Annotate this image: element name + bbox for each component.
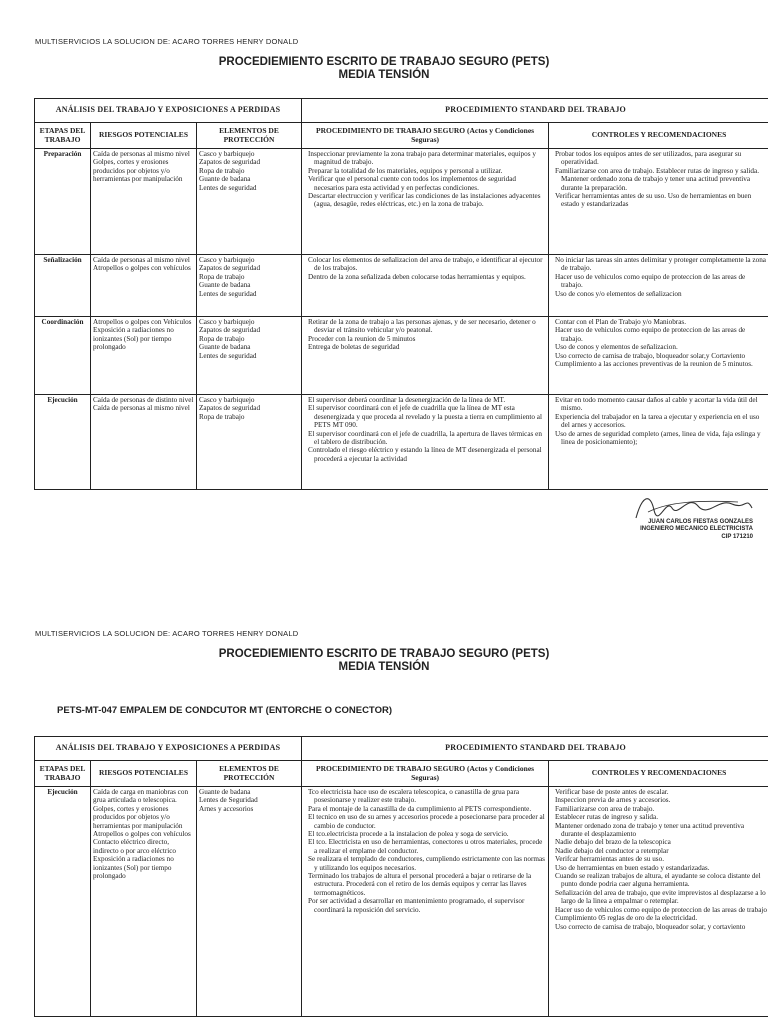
procedure-step: El tecnico en uso de su arnes y accesorios procede a posecionarse para proceder al cambio de conductor.: [308, 813, 545, 830]
risks-cell: [91, 317, 197, 395]
control-item: Uso de conos y elementos de señalizacion.: [555, 343, 678, 352]
signer-role: INGENIERO MECANICO ELECTRICISTA: [640, 526, 753, 533]
control-item: Uso correcto de camisa de trabajo, bloqueador solar,y Cortaviento: [555, 351, 746, 360]
ppe-item: Lentes de seguridad: [199, 289, 257, 298]
controls-cell: [549, 787, 768, 1017]
procedure-cell: [302, 255, 549, 317]
risk-item: Exposición a radiaciones no ionizantes (Sol) por tiempo prolongado: [93, 326, 174, 352]
procedure-step: Entrega de boletas de seguridad: [308, 343, 400, 352]
procedure-cell: [302, 149, 549, 255]
stage-cell: Preparación: [35, 149, 91, 255]
risk-item: Contacto eléctrico directo, indirecto o por arco eléctrico: [93, 838, 177, 855]
risks-cell: [91, 255, 197, 317]
procedure-step: Preparar la totalidad de los materiales, equipos y personal a utilizar.: [308, 166, 503, 175]
control-item: Familiarizarse con area de trabajo.: [555, 804, 655, 813]
controls-cell: [549, 255, 768, 317]
procedure-step: Colocar los elementos de señalizacion del area de trabajo, e identificar al ejecutor de los trabajos.: [308, 256, 543, 273]
ppe-item: Lentes de Seguridad: [199, 796, 258, 805]
control-item: Probar todos los equipos antes de ser utilizados, para asegurar su operatividad.: [555, 150, 742, 167]
col-controls-header: CONTROLES Y RECOMENDACIONES: [549, 123, 768, 149]
procedure-step: Descartar electruccion y verificar las condiciones de las instalaciones adyacentes (agua, desagüe, redes eléctricas, etc.) en la zona de trabajo.: [308, 192, 541, 209]
company-header: MULTISERVICIOS LA SOLUCION DE: ACARO TORRES HENRY DONALD: [35, 37, 299, 46]
stage-cell: Ejecución: [35, 395, 91, 490]
control-item: Uso de conos y/o elementos de señalizacion: [555, 289, 682, 298]
control-item: Familiarizarse con area de trabajo. Establecer rutas de ingreso y salida. Mantener ordenado zona de trabajo y tener una actitud preventiva durante la preparación.: [555, 166, 759, 192]
procedure-cell: [302, 787, 549, 1017]
procedure-cell: [302, 395, 549, 490]
pets-table-1: [34, 98, 768, 490]
risk-item: Exposición a radiaciones no ionizantes (Sol) por tiempo prolongado: [93, 855, 174, 881]
procedure-step: Se realizara el templado de conductores, cumpliendo estrictamente con las normas y utilizando los equipos necesarios.: [308, 855, 545, 872]
col-procedure-header: PROCEDIMIENTO DE TRABAJO SEGURO (Actos y Condiciones Seguras): [302, 761, 549, 787]
stage-cell: Señalización: [35, 255, 91, 317]
section-procedure-header: PROCEDIMIENTO STANDARD DEL TRABAJO: [302, 737, 768, 761]
company-header-2: MULTISERVICIOS LA SOLUCION DE: ACARO TORRES HENRY DONALD: [35, 629, 299, 638]
title-line-2: MEDIA TENSIÓN: [338, 661, 430, 673]
procedure-step: Controlado el riesgo eléctrico y estando la línea de MT desenergizada el personal procederá a ejecutar la actividad: [308, 446, 542, 463]
control-item: Verificar herramientas antes de su uso. Uso de herramientas en buen estado y estandarizadas: [555, 192, 752, 209]
procedure-step: El supervisor deberá coordinar la desenergización de la línea de MT.: [308, 396, 506, 404]
control-item: Señalización del area de trabajo, que evite imprevistos al desplazarse a lo largo de la linea a empalmar o retemplar.: [555, 888, 766, 906]
risk-item: Atropellos o golpes con vehículos: [93, 830, 191, 839]
ppe-item: Casco y barbiquejo: [199, 396, 255, 404]
procedure-step: El tco. Electricista en uso de herramientas, conectores u otros materiales, procede a realizar el emplame del conductor.: [308, 838, 543, 855]
ppe-cell: [197, 317, 302, 395]
control-item: Mantener ordenado zona de trabajo y tener una actitud preventiva durante el desplazamiento: [555, 821, 745, 839]
procedure-step: El supervisor coordinará con el jefe de cuadrilla que la línea de MT esta desenergizada y que proceda al revelado y la puesta a tierra en cumplimiento al PETS MT 090.: [308, 404, 542, 430]
col-procedure-header: PROCEDIMIENTO DE TRABAJO SEGURO (Actos y Condiciones Seguras): [302, 123, 549, 149]
control-item: Uso correcto de camisa de trabajo, bloqueador solar, y cortaviento: [555, 922, 746, 931]
ppe-item: Guante de badana: [199, 788, 251, 796]
risks-cell: [91, 787, 197, 1017]
title-line-1: PROCEDIEMIENTO ESCRITO DE TRABAJO SEGURO (PETS): [218, 56, 550, 68]
signature-caption: [635, 519, 753, 541]
ppe-item: Lentes de seguridad: [199, 351, 257, 360]
ppe-cell: [197, 787, 302, 1017]
ppe-item: Zapatos de seguridad: [199, 158, 261, 167]
procedure-step: El tco.electricista procede a la instalacion de polea y soga de servicio.: [308, 830, 509, 839]
ppe-item: Lentes de seguridad: [199, 183, 257, 192]
procedure-step: Retirar de la zona de trabajo a las personas ajenas, y de ser necesario, detener o desviar el tránsito vehicular y/o peatonal.: [308, 318, 536, 335]
ppe-item: Zapatos de seguridad: [199, 326, 261, 335]
col-ppe-header: ELEMENTOS DE PROTECCIÓN: [197, 761, 302, 787]
control-item: Contar con el Plan de Trabajo y/o Maniobras.: [555, 318, 686, 326]
ppe-item: Casco y barbiquejo: [199, 318, 255, 326]
control-item: No iniciar las tareas sin antes delimitar y proteger completamente la zona de trabajo.: [555, 256, 766, 273]
section-analysis-header: ANÁLISIS DEL TRABAJO Y EXPOSICIONES A PERDIDAS: [35, 99, 302, 123]
risk-item: Caída de carga en maniobras con grua articulada o telescopica.: [93, 788, 189, 805]
control-item: Establecer rutas de ingreso y salida.: [555, 813, 659, 822]
risk-item: Golpes, cortes y erosiones producidos por objetos y/o herramientas por manipulación: [93, 158, 183, 184]
control-item: Hacer uso de vehiculos como equipo de proteccion de las areas de trabajo.: [555, 272, 746, 290]
col-ppe-header: ELEMENTOS DE PROTECCIÓN: [197, 123, 302, 149]
control-item: Uso de arnes de seguridad completo (arnes, linea de vida, faja eslinga y linea de posicionamiento);: [555, 429, 761, 447]
stage-cell: Ejecución: [35, 787, 91, 1017]
controls-cell: [549, 395, 768, 490]
ppe-item: Zapatos de seguridad: [199, 404, 261, 413]
section-analysis-header: ANÁLISIS DEL TRABAJO Y EXPOSICIONES A PERDIDAS: [35, 737, 302, 761]
procedure-step: Para el montaje de la canastilla de da cumplimiento al PETS correspondiente.: [308, 804, 532, 813]
signer-name: JUAN CARLOS FIESTAS GONZALES: [648, 519, 753, 525]
document-code: PETS-MT-047 EMPALEM DE CONDCUTOR MT (ENTORCHE O CONECTOR): [57, 705, 392, 716]
procedure-step: Verificar que el personal cuente con todos los implementos de seguridad necesarios para esta actividad y en perfectas condiciones.: [308, 175, 517, 192]
control-item: Cumplimiento 05 reglas de oro de la electricidad.: [555, 914, 698, 923]
ppe-cell: [197, 395, 302, 490]
risk-item: Caída de personas de distinto nivel: [93, 396, 194, 404]
control-item: Verifcar herramientas antes de su uso.: [555, 855, 664, 864]
risk-item: Caída de personas al mismo nivel: [93, 256, 190, 264]
control-item: Experiencia del trabajador en la tarea a ejecutar y experiencia en el uso del arnes y accesorios.: [555, 412, 760, 430]
ppe-item: Zapatos de seguridad: [199, 264, 261, 273]
ppe-item: Ropa de trabajo: [199, 412, 245, 421]
risk-item: Caída de personas al mismo nivel: [93, 404, 190, 413]
stage-cell: Coordinación: [35, 317, 91, 395]
col-controls-header: CONTROLES Y RECOMENDACIONES: [549, 761, 768, 787]
col-stage-header: ETAPAS DEL TRABAJO: [35, 761, 91, 787]
ppe-item: Arnes y accesorios: [199, 804, 254, 813]
risk-item: Golpes, cortes y erosiones producidos por objetos y/o herramientas por manipulación: [93, 804, 183, 830]
control-item: Nadie debajo del brazo de la telescopica: [555, 838, 671, 847]
procedure-step: Terminado los trabajos de altura el personal procederá a bajar o retirarse de la estructura. Procederá con el retiro de los demás equipos y cerrar las llaves termomagnéticos.: [308, 872, 532, 897]
ppe-item: Guante de badana: [199, 175, 251, 184]
risks-cell: [91, 149, 197, 255]
control-item: Inspeccion previa de arnes y accesorios.: [555, 796, 671, 805]
col-risks-header: RIESGOS POTENCIALES: [91, 123, 197, 149]
control-item: Uso de herramientas en buen estado y estandarizadas.: [555, 863, 710, 872]
procedure-step: Tco electricista hace uso de escalera telescopica, o canastilla de grua para posesionarse y realizer este trabajo.: [308, 788, 520, 805]
ppe-item: Guante de badana: [199, 281, 251, 290]
table-row: [35, 149, 768, 255]
control-item: Cumplimiento a las acciones preventivas de la reunion de 5 minutos.: [555, 360, 753, 369]
col-stage-header: ETAPAS DEL TRABAJO: [35, 123, 91, 149]
risk-item: Atropellos o golpes con vehículos: [93, 264, 191, 273]
ppe-item: Ropa de trabajo: [199, 272, 245, 281]
risk-item: Caída de personas al mismo nivel: [93, 150, 190, 158]
control-item: Cuando se realizan trabajos de altura, el ayudante se coloca distante del punto donde podria caer alguna herramienta.: [555, 872, 761, 889]
ppe-cell: [197, 255, 302, 317]
ppe-item: Guante de badana: [199, 343, 251, 352]
page-title-2: [0, 648, 768, 674]
page-title: [0, 56, 768, 82]
pets-table-2: [34, 736, 768, 1017]
procedure-step: El supervisor coordinará con el jefe de cuadrilla, la apertura de llaves térmicas en el tablero de distribución.: [308, 429, 542, 447]
title-line-2: MEDIA TENSIÓN: [338, 69, 430, 81]
procedure-step: Proceder con la reunion de 5 minutos: [308, 334, 416, 343]
ppe-item: Ropa de trabajo: [199, 334, 245, 343]
control-item: Verificar base de poste antes de escalar.: [555, 788, 669, 796]
procedure-step: Por ser actividad a desarrollar en mantenimiento programado, el supervisor coordinará la reposición del servicio.: [308, 897, 525, 914]
control-item: Nadie debajo del conductor a retemplar: [555, 846, 669, 855]
control-item: Evitar en todo momento causar daños al cable y acortar la vida útil del mismo.: [555, 396, 758, 413]
ppe-cell: [197, 149, 302, 255]
risk-item: Atropellos o golpes con Vehículos: [93, 318, 192, 326]
procedure-step: Dentro de la zona señalizada deben colocarse todas herramientas y equipos.: [308, 272, 526, 281]
risks-cell: [91, 395, 197, 490]
table-row: [35, 317, 768, 395]
table-row: [35, 787, 768, 1017]
signer-cip: CIP 171210: [721, 533, 753, 540]
ppe-item: Casco y barbiquejo: [199, 150, 255, 158]
col-risks-header: RIESGOS POTENCIALES: [91, 761, 197, 787]
table-row: [35, 255, 768, 317]
control-item: Hacer uso de vehiculos como equipo de proteccion de las areas de trabajo: [555, 905, 767, 914]
procedure-cell: [302, 317, 549, 395]
section-procedure-header: PROCEDIMIENTO STANDARD DEL TRABAJO: [302, 99, 768, 123]
controls-cell: [549, 317, 768, 395]
ppe-item: Ropa de trabajo: [199, 166, 245, 175]
title-line-1: PROCEDIEMIENTO ESCRITO DE TRABAJO SEGURO (PETS): [218, 648, 550, 660]
control-item: Hacer uso de vehiculos como equipo de proteccion de las areas de trabajo.: [555, 326, 746, 343]
controls-cell: [549, 149, 768, 255]
procedure-step: Inspeccionar previamente la zona trabajo para determinar materiales, equipos y magnitud de trabajo.: [308, 150, 536, 167]
table-row: [35, 395, 768, 490]
ppe-item: Casco y barbiquejo: [199, 256, 255, 264]
